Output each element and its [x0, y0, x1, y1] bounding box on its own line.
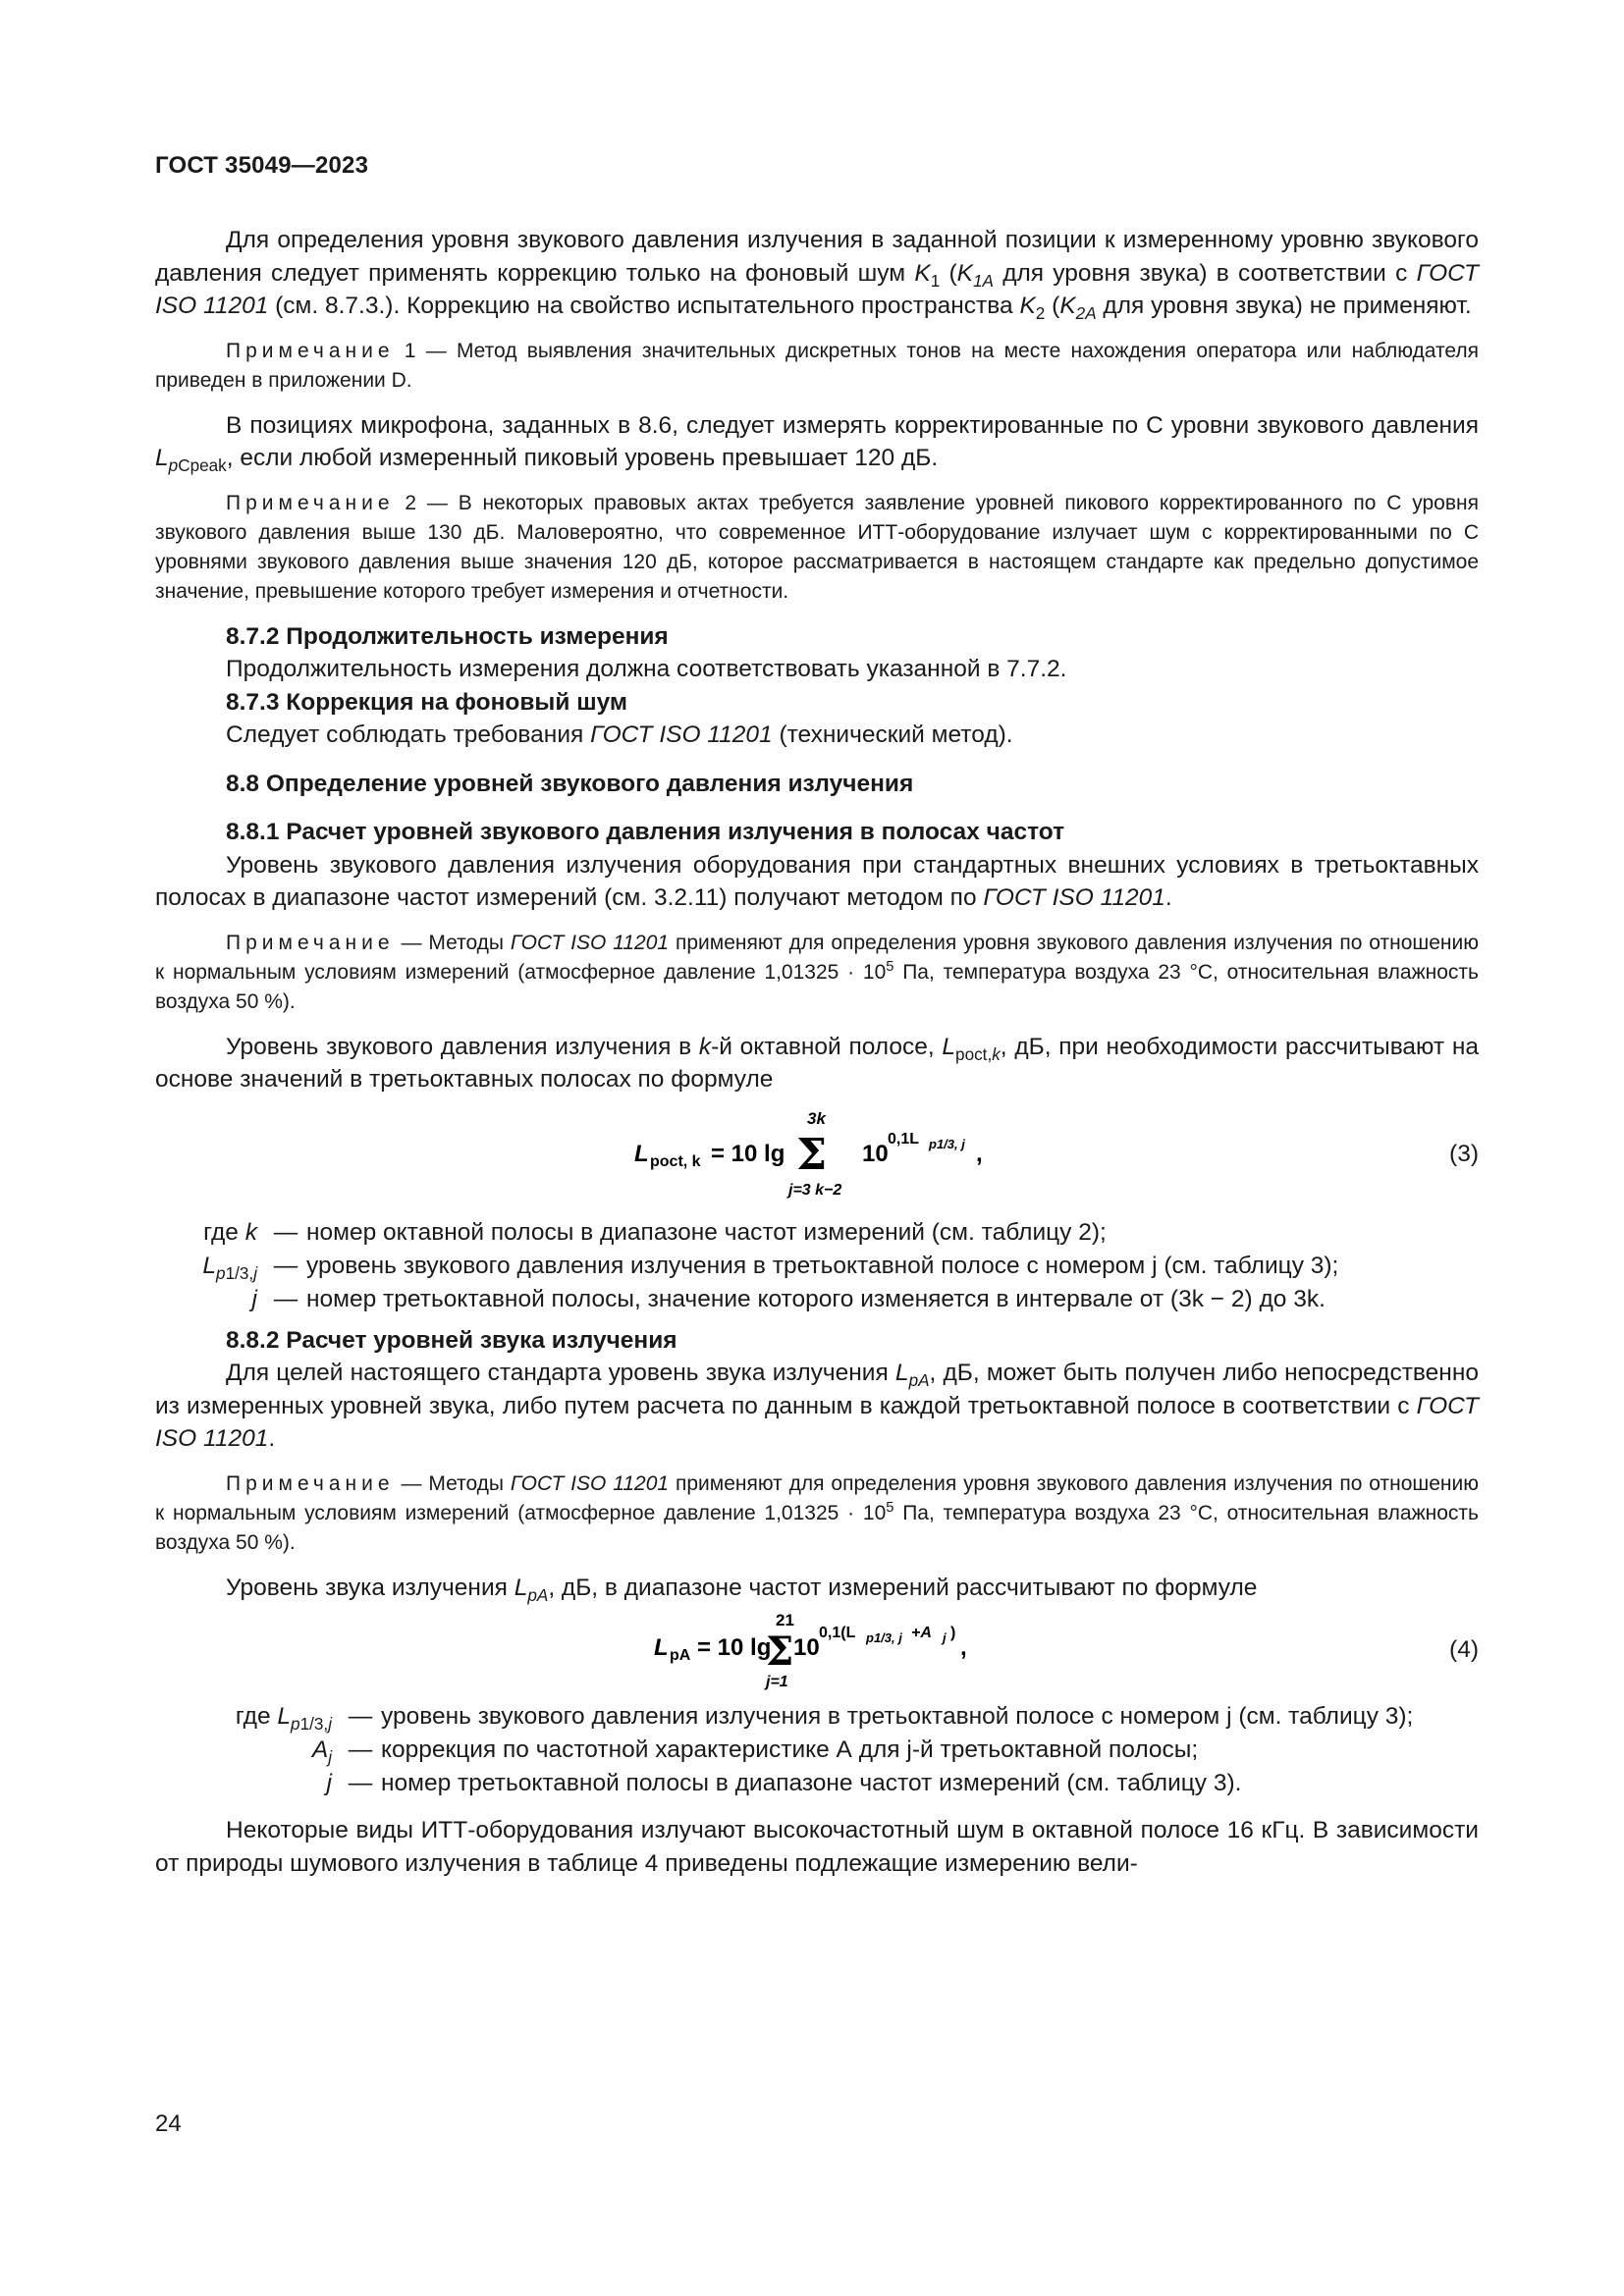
note-8-8-1 — [155, 929, 1479, 1017]
text-run: . — [268, 1425, 276, 1452]
text-run: (технический метод). — [772, 721, 1013, 748]
text-run: для уровня звука) в соответствии с — [993, 259, 1417, 287]
text-run: , дБ, в диапазоне частот измерений рассчитывают по формуле — [548, 1574, 1258, 1601]
text-run: , дБ, может быть получен либо непосредственно из измеренных уровней звука, либо путем расчета по данным в каждой третьоктавной полосе в соответствии с — [155, 1360, 1479, 1419]
note-1 — [155, 337, 1479, 396]
note-text: — Методы — [394, 931, 511, 954]
definition-row — [155, 1250, 1479, 1283]
definition-symbol: $A_j$ — [311, 1736, 332, 1767]
section-8-7-2-text: Продолжительность измерения должна соответствовать указанной в 7.7.2. — [226, 656, 1067, 682]
closing-paragraph: Некоторые виды ИТТ-оборудования излучают высокочастотный шум в октавной полосе 16 кГц. В зависимости от природы шумового излучения в таблице 4 приведены подлежащие измерению вели- — [155, 1817, 1479, 1877]
note-label: Примечание — [226, 931, 395, 954]
formula-eq: = 10 lg — [711, 1140, 785, 1167]
formula-3-expression — [634, 1104, 988, 1202]
note-text: 1 — Метод выявления значительных дискретных тонов на месте нахождения оператора или наблюдателя приведен в приложении D. — [155, 339, 1479, 392]
definition-dash: — — [273, 1218, 298, 1246]
definition-dash: — — [348, 1703, 373, 1730]
formula-tail: , — [976, 1140, 983, 1167]
gost-reference: ГОСТ ISO 11201 — [155, 259, 1480, 319]
definition-symbol: где k — [203, 1218, 257, 1246]
intro-paragraph-1: Для определения уровня звукового давления излучения в заданной позиции к измеренному уровню звукового давления следует применять коррекцию только на фоновый шум $K_1$ ($K_{1A}$ для уровня звука) в соответствии с ГОСТ ISO 11201 (см. 8.7.3.). Коррекцию на свойство испытательного пространства $K_2$ ($K_{2A}$ для уровня звука) не применяют. — [155, 227, 1480, 323]
definition-dash: — — [348, 1736, 373, 1763]
section-8-8-1-text — [155, 849, 1479, 915]
formula-base: 10 — [862, 1140, 889, 1167]
formula-exp: 0,1L — [888, 1130, 920, 1148]
gost-reference: ГОСТ ISO 11201 — [590, 721, 773, 748]
heading-8-7-3: 8.7.3 Коррекция на фоновый шум — [226, 688, 628, 716]
formula-3 — [155, 1104, 1479, 1206]
definitions-formula-4 — [155, 1700, 1479, 1800]
note-text: Па, температура воздуха 23 °С, относительная влажность воздуха 50 %). — [155, 960, 1479, 1013]
note-label: Примечание — [226, 1471, 395, 1495]
exponent: 5 — [886, 1499, 894, 1516]
intro-paragraph-2: В позициях микрофона, заданных в 8.6, следует измерять корректированные по С уровни звукового давления $L_{pCpeak}$, если любой измеренный пиковый уровень превышает 120 дБ. — [155, 411, 1479, 475]
note-text: — Методы — [394, 1471, 511, 1495]
definition-row — [155, 1734, 1479, 1767]
formula-exp-tail: +A — [911, 1625, 932, 1641]
formula-exp: 0,1(L — [819, 1625, 856, 1641]
heading-8-7-2: 8.7.2 Продолжительность измерения — [226, 622, 669, 650]
note-label: Примечание — [226, 339, 395, 362]
gost-reference: ГОСТ ISO 11201 — [510, 931, 670, 954]
sum-lower: j=1 — [766, 1674, 788, 1690]
definition-symbol: j — [251, 1285, 257, 1312]
formula-number: (3) — [1449, 1140, 1479, 1167]
page-body — [155, 224, 1479, 1880]
text-run: , дБ, при необходимости рассчитывают на основе значений в третьоктавных полосах по формуле — [155, 1033, 1480, 1093]
note-text: 2 — В некоторых правовых актах требуется заявление уровней пикового корректированного по С уровня звукового давления выше 130 дБ. Маловероятно, что современное ИТТ-оборудование излучает шум с корректированными по С уровнями звукового давления выше значения 120 дБ, которое рассматривается в настоящем стандарте как предельно допустимое значение, превышение которого требует измерения и отчетности. — [155, 491, 1479, 603]
formula-lhs-sub: poct, k — [650, 1152, 701, 1170]
formula-exp-sub: p1/3, j — [866, 1630, 902, 1645]
definition-text: номер третьоктавной полосы, значение которого изменяется в интервале от (3k − 2) до 3k. — [306, 1285, 1326, 1312]
formula-lhs: L — [654, 1634, 669, 1661]
text-run: Уровень звука излучения — [226, 1574, 514, 1601]
where-word: где — [235, 1703, 271, 1730]
definition-symbol: $L_{p1/3,j}$ — [202, 1252, 257, 1283]
sum-lower: j=3 k−2 — [788, 1181, 842, 1199]
note-text: применяют для определения уровня звукового давления излучения по отношению к нормальным условиям измерений (атмосферное давление 1,01325 · 10 — [155, 931, 1479, 984]
section-8-8-2-text-2: Уровень звука излучения $L_{pA}$, дБ, в диапазоне частот измерений рассчитывают по формуле — [226, 1574, 1258, 1605]
text-run: для уровня звука) не применяют. — [1096, 293, 1472, 319]
definition-dash: — — [273, 1252, 298, 1279]
gost-reference: ГОСТ ISO 11201 — [983, 884, 1165, 911]
definition-row — [155, 1700, 1479, 1734]
formula-exp-sub: p1/3, j — [929, 1136, 965, 1151]
text-run: Уровень звукового давления излучения в — [226, 1033, 699, 1060]
definition-text: коррекция по частотной характеристике А для j-й третьоктавной полосы; — [381, 1736, 1199, 1763]
text-run: , если любой измеренный пиковый уровень превышает 120 дБ. — [226, 445, 939, 471]
exponent: 5 — [886, 958, 894, 975]
text-run: Для целей настоящего стандарта уровень звука излучения — [226, 1360, 895, 1386]
definition-text: номер октавной полосы в диапазоне частот измерений (см. таблицу 2); — [306, 1218, 1107, 1246]
standard-header: ГОСТ 35049—2023 — [155, 152, 369, 179]
heading-8-8: 8.8 Определение уровней звукового давления излучения — [226, 770, 914, 797]
definition-text: номер третьоктавной полосы в диапазоне частот измерений (см. таблицу 3). — [381, 1770, 1242, 1796]
section-8-8-1-text-2: Уровень звукового давления излучения в k-й октавной полосе, $L_{poct,k}$, дБ, при необходимости рассчитывают на основе значений в третьоктавных полосах по формуле — [155, 1033, 1480, 1093]
section-8-8-2-text: Для целей настоящего стандарта уровень звука излучения $L_{pA}$, дБ, может быть получен либо непосредственно из измеренных уровней звука, либо путем расчета по данным в каждой третьоктавной полосе в соответствии с ГОСТ ISO 11201. — [155, 1360, 1479, 1452]
formula-base: 10 — [793, 1634, 820, 1661]
formula-lhs: L — [634, 1140, 649, 1167]
formula-eq: = 10 lg — [697, 1634, 772, 1661]
definition-row — [155, 1283, 1479, 1316]
sum-sign: Σ — [766, 1629, 794, 1675]
note-label: Примечание — [226, 491, 395, 514]
heading-8-8-2: 8.8.2 Расчет уровней звука излучения — [226, 1326, 677, 1354]
definition-symbol: где $L_{p1/3,j}$ — [235, 1703, 332, 1734]
section-8-7-3-text — [155, 719, 1479, 752]
definition-row — [155, 1767, 1479, 1800]
formula-exp-tail-sub: j — [943, 1630, 947, 1645]
gost-reference: ГОСТ ISO 11201 — [155, 1392, 1479, 1452]
text-run: -й октавной полосе, — [711, 1033, 943, 1060]
definition-text: уровень звукового давления излучения в третьоктавной полосе с номером j (см. таблицу 3); — [306, 1252, 1339, 1279]
definition-symbol: j — [326, 1770, 332, 1796]
definition-text: уровень звукового давления излучения в третьоктавной полосе с номером j (см. таблицу 3); — [381, 1703, 1414, 1730]
note-text: применяют для определения уровня звукового давления излучения по отношению к нормальным условиям измерений (атмосферное давление 1,01325 · 10 — [155, 1471, 1479, 1524]
definition-dash: — — [348, 1770, 373, 1796]
definition-row — [155, 1216, 1479, 1250]
formula-lhs-sub: pA — [670, 1647, 691, 1664]
formula-4 — [155, 1612, 1479, 1690]
sum-upper: 21 — [776, 1612, 794, 1629]
formula-tail: , — [960, 1634, 967, 1661]
note-2 — [155, 489, 1479, 607]
sum-upper: 3k — [807, 1108, 826, 1128]
heading-8-8-1: 8.8.1 Расчет уровней звукового давления излучения в полосах частот — [226, 819, 1065, 845]
text-run: Уровень звукового давления излучения оборудования при стандартных внешних условиях в третьоктавных полосах в диапазоне частот измерений (см. 3.2.11) получают методом по — [155, 851, 1479, 911]
formula-number: (4) — [1449, 1636, 1479, 1663]
formula-4-expression — [654, 1612, 1007, 1690]
definitions-formula-3 — [155, 1216, 1479, 1316]
note-text: Па, температура воздуха 23 °С, относительная влажность воздуха 50 %). — [155, 1501, 1479, 1554]
page-number: 24 — [155, 2110, 182, 2137]
note-8-8-2 — [155, 1469, 1479, 1558]
sum-sign: Σ — [796, 1129, 828, 1180]
text-run: Следует соблюдать требования — [226, 721, 591, 748]
text-run: (см. 8.7.3.). Коррекцию на свойство испытательного пространства — [268, 293, 1020, 319]
formula-exp-close: ) — [950, 1625, 956, 1641]
text-run: . — [1164, 884, 1172, 911]
gost-reference: ГОСТ ISO 11201 — [510, 1471, 670, 1495]
text-run: Для определения уровня звукового давления излучения в заданной позиции к измеренному уровню звукового давления следует применять коррекцию только на фоновый шум — [155, 227, 1479, 287]
definition-dash: — — [273, 1285, 298, 1312]
text-run: В позициях микрофона, заданных в 8.6, следует измерять корректированные по С уровни звукового давления — [226, 411, 1479, 439]
